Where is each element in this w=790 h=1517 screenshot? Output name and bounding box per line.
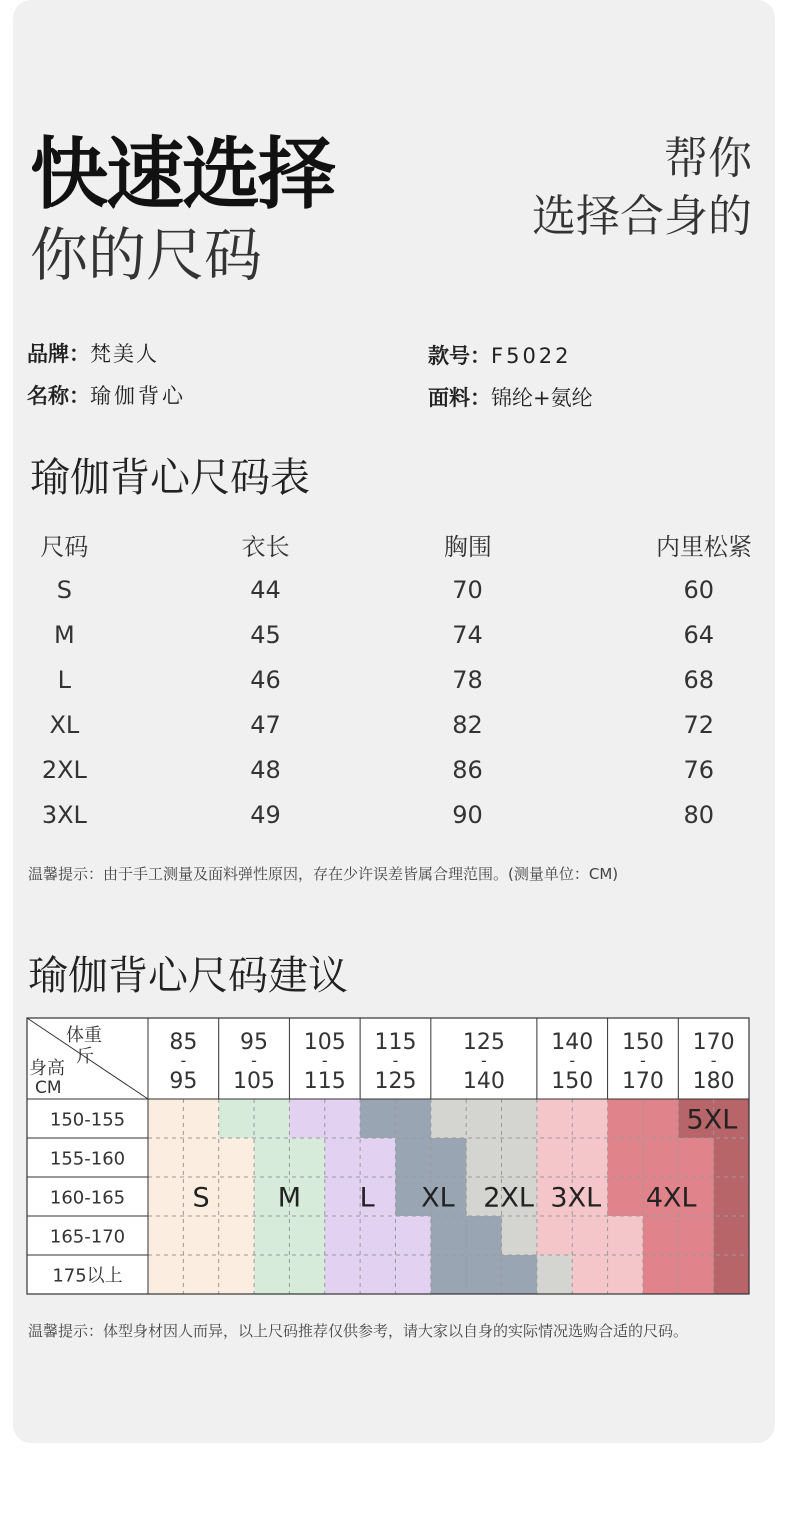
cell-elastic: 68 xyxy=(683,665,714,694)
model-label: 款号： xyxy=(428,344,491,368)
size-cell xyxy=(254,1138,290,1178)
size-cell xyxy=(608,1216,644,1256)
cell-bust: 90 xyxy=(452,800,483,829)
size-cell xyxy=(289,1216,325,1256)
size-cell xyxy=(325,1216,361,1256)
weight-to: 170 xyxy=(621,1069,664,1094)
size-cell xyxy=(254,1099,290,1139)
size-cell xyxy=(608,1099,644,1139)
weight-to: 115 xyxy=(303,1069,346,1094)
weight-separator: - xyxy=(640,1051,646,1070)
fabric-label: 面料： xyxy=(428,386,491,410)
header-size: 尺码 xyxy=(40,533,89,561)
corner-height-label: 身高 xyxy=(29,1058,65,1079)
brand-value: 梵美人 xyxy=(90,342,159,366)
name-value: 瑜伽背心 xyxy=(90,384,186,408)
height-label: 165-170 xyxy=(49,1226,126,1248)
corner-jin-label: 斤 xyxy=(76,1046,94,1067)
cell-elastic: 72 xyxy=(683,710,714,739)
size-cell xyxy=(572,1138,608,1178)
size-cell xyxy=(714,1255,750,1295)
brand-label: 品牌： xyxy=(27,342,90,366)
cell-bust: 74 xyxy=(452,620,483,649)
weight-from: 150 xyxy=(621,1030,664,1055)
weight-separator: - xyxy=(251,1051,257,1070)
cell-bust: 86 xyxy=(452,755,483,784)
weight-separator: - xyxy=(180,1051,187,1070)
size-cell xyxy=(502,1255,538,1295)
cell-length: 46 xyxy=(250,665,281,694)
weight-from: 140 xyxy=(551,1030,594,1055)
size-label: 3XL xyxy=(550,1182,602,1214)
size-cell xyxy=(148,1216,184,1256)
size-cell xyxy=(254,1216,290,1256)
size-cell xyxy=(148,1099,184,1139)
weight-from: 115 xyxy=(374,1030,417,1055)
header-elastic: 内里松紧 xyxy=(656,533,752,561)
weight-to: 95 xyxy=(169,1069,198,1094)
size-cell xyxy=(572,1255,608,1295)
size-cell xyxy=(183,1138,219,1178)
weight-from: 105 xyxy=(303,1030,346,1055)
cell-elastic: 80 xyxy=(683,800,714,829)
size-cell xyxy=(502,1099,538,1139)
size-label: 2XL xyxy=(483,1182,534,1214)
hero-side-line1: 帮你 xyxy=(664,133,752,184)
size-cell xyxy=(537,1255,573,1295)
weight-to: 140 xyxy=(462,1069,505,1094)
size-cell xyxy=(714,1216,750,1256)
size-cell xyxy=(219,1216,255,1256)
size-label: 4XL xyxy=(645,1182,697,1214)
corner-weight-label: 体重 xyxy=(66,1025,102,1046)
corner-cm-label: CM xyxy=(35,1078,62,1098)
size-cell xyxy=(325,1138,361,1178)
hero-subtitle: 你的尺码 xyxy=(30,221,263,289)
size-cell xyxy=(466,1216,502,1256)
size-cell xyxy=(148,1138,184,1178)
cell-elastic: 64 xyxy=(683,620,714,649)
size-cell xyxy=(183,1099,219,1139)
size-cell xyxy=(678,1255,714,1295)
weight-to: 180 xyxy=(692,1069,735,1094)
weight-to: 105 xyxy=(233,1069,276,1094)
weight-from: 170 xyxy=(692,1030,735,1055)
cell-size: 3XL xyxy=(41,800,87,829)
size-cell xyxy=(219,1177,255,1217)
hero-title: 快速选择 xyxy=(30,130,335,220)
size-cell xyxy=(537,1099,573,1139)
size-cell xyxy=(325,1099,361,1139)
size-cell xyxy=(148,1177,184,1217)
size-cell xyxy=(572,1099,608,1139)
size-label: 5XL xyxy=(686,1104,738,1136)
name-label: 名称： xyxy=(27,384,90,408)
size-label: S xyxy=(192,1182,210,1214)
size-cell xyxy=(643,1255,679,1295)
cell-bust: 82 xyxy=(452,710,483,739)
size-cell xyxy=(431,1138,467,1178)
weight-separator: - xyxy=(321,1051,328,1070)
size-cell xyxy=(360,1099,396,1139)
weight-from: 125 xyxy=(462,1030,505,1055)
size-cell xyxy=(502,1216,538,1256)
size-cell xyxy=(608,1255,644,1295)
size-cell xyxy=(466,1099,502,1139)
size-cell xyxy=(360,1138,396,1178)
size-cell xyxy=(219,1138,255,1178)
size-table-note: 温馨提示：由于手工测量及面料弹性原因，存在少许误差皆属合理范围。(测量单位：CM) xyxy=(28,865,619,883)
size-cell xyxy=(289,1255,325,1295)
size-cell xyxy=(608,1177,644,1217)
recommend-note: 温馨提示：体型身材因人而异，以上尺码推荐仅供参考，请大家以自身的实际情况选购合适的尺码。 xyxy=(28,1322,689,1340)
size-cell xyxy=(714,1138,750,1178)
size-cell xyxy=(643,1138,679,1178)
cell-size: XL xyxy=(49,710,80,739)
size-cell xyxy=(325,1177,361,1217)
size-cell xyxy=(431,1255,467,1295)
size-cell xyxy=(643,1099,679,1139)
weight-separator: - xyxy=(710,1051,717,1070)
size-cell xyxy=(289,1099,325,1139)
cell-length: 44 xyxy=(250,575,281,604)
size-label: M xyxy=(277,1182,302,1214)
size-cell xyxy=(395,1138,431,1178)
size-cell xyxy=(289,1138,325,1178)
cell-elastic: 60 xyxy=(683,575,714,604)
cell-size: L xyxy=(57,665,72,694)
size-cell xyxy=(502,1138,538,1178)
size-cell xyxy=(466,1255,502,1295)
height-label: 160-165 xyxy=(49,1187,126,1209)
size-cell xyxy=(643,1216,679,1256)
cell-size: M xyxy=(54,620,75,649)
size-cell xyxy=(608,1138,644,1178)
weight-from: 85 xyxy=(169,1030,198,1055)
cell-elastic: 76 xyxy=(683,755,714,784)
cell-length: 49 xyxy=(250,800,281,829)
weight-separator: - xyxy=(392,1051,399,1070)
recommend-title: 瑜伽背心尺码建议 xyxy=(28,953,348,999)
size-cell xyxy=(395,1216,431,1256)
cell-size: 2XL xyxy=(41,755,87,784)
weight-separator: - xyxy=(480,1051,487,1070)
size-cell xyxy=(395,1255,431,1295)
size-cell xyxy=(537,1138,573,1178)
size-cell xyxy=(148,1255,184,1295)
size-cell xyxy=(360,1255,396,1295)
size-cell xyxy=(325,1255,361,1295)
size-cell xyxy=(254,1255,290,1295)
fabric-value: 锦纶+氨纶 xyxy=(491,386,593,410)
size-cell xyxy=(572,1216,608,1256)
cell-length: 48 xyxy=(250,755,281,784)
size-cell xyxy=(431,1216,467,1256)
size-cell xyxy=(466,1138,502,1178)
header-bust: 胸围 xyxy=(443,533,492,561)
cell-bust: 78 xyxy=(452,665,483,694)
height-label: 150-155 xyxy=(49,1109,126,1131)
size-cell xyxy=(431,1099,467,1139)
hero-side-line2: 选择合身的 xyxy=(532,191,752,242)
cell-bust: 70 xyxy=(452,575,483,604)
size-cell xyxy=(395,1099,431,1139)
weight-from: 95 xyxy=(240,1030,269,1055)
size-cell xyxy=(183,1255,219,1295)
weight-to: 125 xyxy=(374,1069,417,1094)
height-label: 155-160 xyxy=(49,1148,126,1170)
cell-length: 47 xyxy=(250,710,281,739)
cell-size: S xyxy=(56,575,72,604)
size-label: L xyxy=(359,1182,375,1214)
size-cell xyxy=(678,1216,714,1256)
header-length: 衣长 xyxy=(241,533,290,561)
cell-length: 45 xyxy=(250,620,281,649)
size-cell xyxy=(360,1216,396,1256)
height-label: 175以上 xyxy=(52,1265,123,1287)
size-cell xyxy=(537,1216,573,1256)
size-cell xyxy=(714,1177,750,1217)
size-cell xyxy=(183,1216,219,1256)
weight-separator: - xyxy=(569,1051,576,1070)
size-label: XL xyxy=(421,1182,455,1214)
size-table-title: 瑜伽背心尺码表 xyxy=(30,455,310,501)
size-cell xyxy=(219,1099,255,1139)
model-value: F5022 xyxy=(491,344,572,368)
weight-to: 150 xyxy=(551,1069,594,1094)
size-cell xyxy=(678,1138,714,1178)
size-cell xyxy=(219,1255,255,1295)
